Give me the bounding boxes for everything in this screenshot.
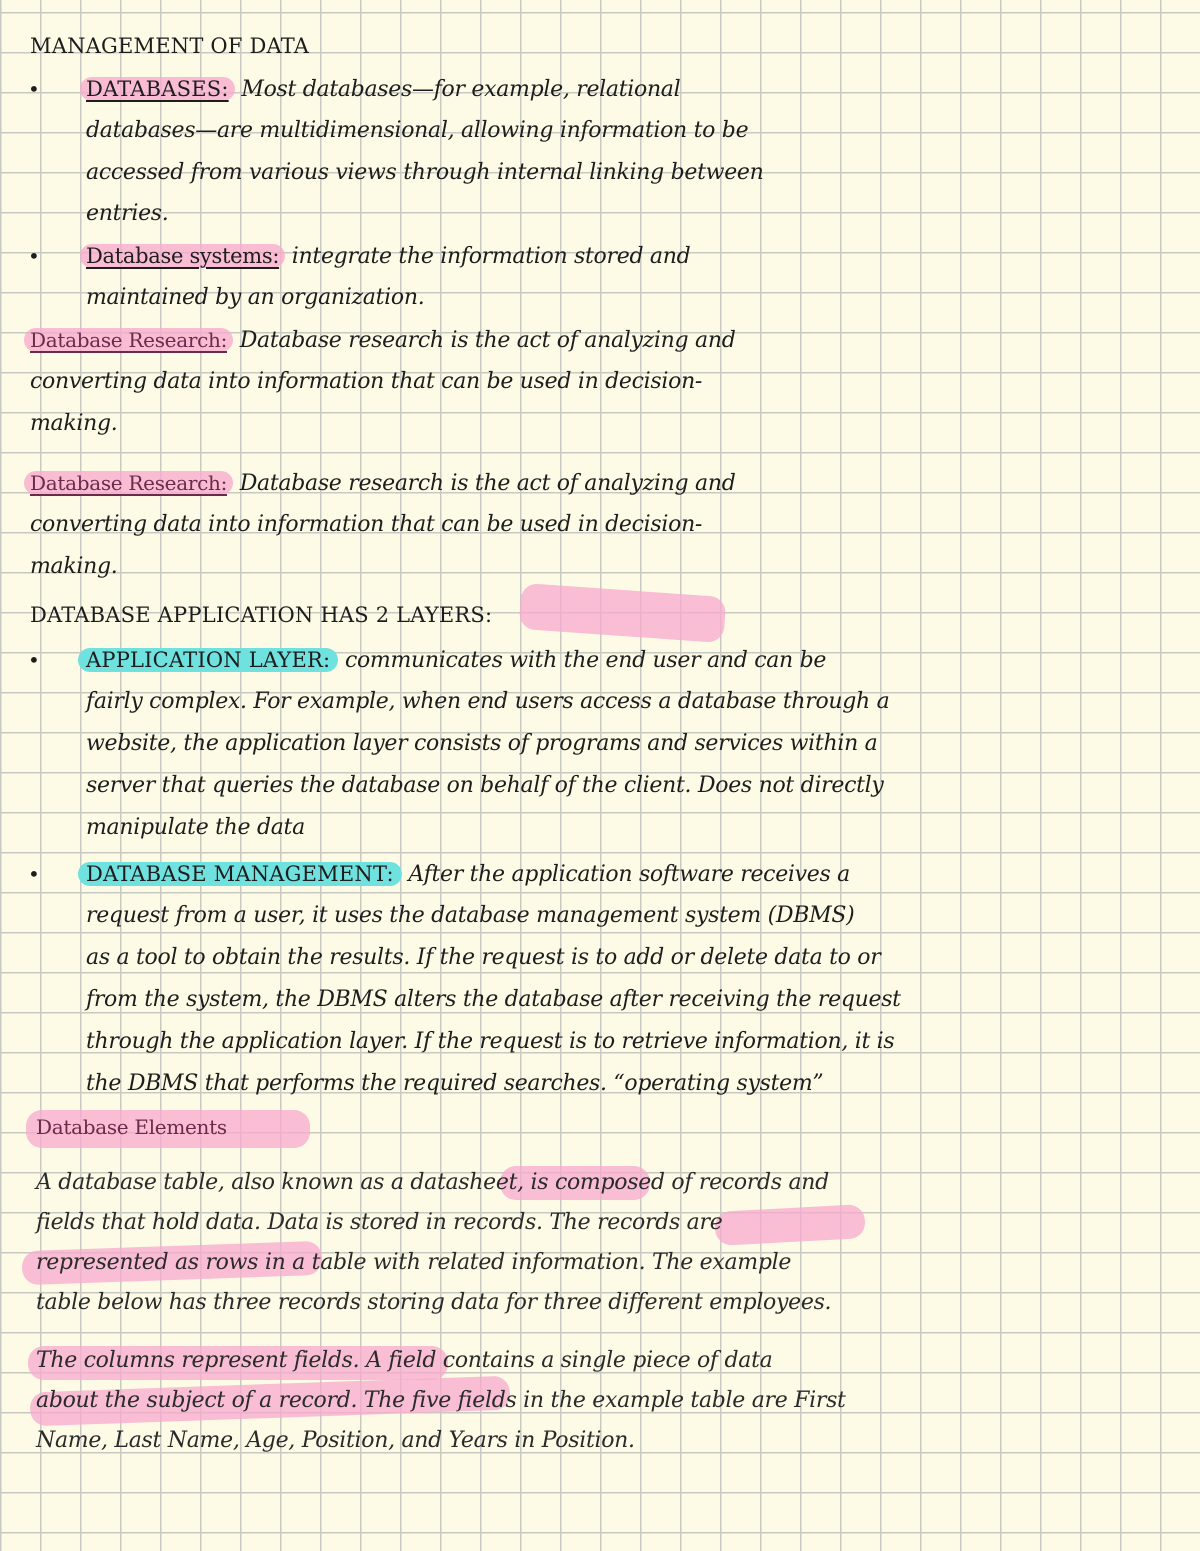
highlight-stroke-layers	[519, 583, 727, 643]
management-line-2: request from a user, it uses the database management system (DBMS)	[86, 903, 855, 928]
elements-para-1-line-3: represented as rows in a table with related information. The example	[36, 1250, 792, 1275]
research-1-line-1	[30, 325, 736, 356]
elements-heading: Database Elements	[36, 1115, 227, 1139]
research-1-text: Database research is the act of analyzing and	[233, 328, 736, 353]
databases-text: Most databases—for example, relational	[234, 77, 681, 102]
application-line-3: website, the application layer consists of programs and services within a	[86, 731, 878, 756]
term-database-management: DATABASE MANAGEMENT:	[78, 862, 402, 886]
term-databases: DATABASES:	[80, 77, 235, 101]
research-2-text: Database research is the act of analyzing and	[233, 471, 736, 496]
application-line-1	[86, 645, 826, 676]
term-application-layer: APPLICATION LAYER:	[78, 648, 338, 672]
term-research-1: Database Research:	[24, 328, 233, 352]
elements-para-2-line-3: Name, Last Name, Age, Position, and Years in Position.	[36, 1428, 635, 1453]
research-2-line-1	[30, 468, 736, 499]
application-text: communicates with the end user and can be	[338, 648, 827, 673]
management-line-1	[86, 859, 850, 890]
elements-para-1-line-4: table below has three records storing data for three different employees.	[36, 1290, 832, 1315]
management-line-3: as a tool to obtain the results. If the request is to add or delete data to or	[86, 945, 881, 970]
research-1-line-2: converting data into information that can be used in decision-	[30, 369, 703, 394]
page-title: MANAGEMENT OF DATA	[30, 34, 310, 58]
research-2-line-2: converting data into information that can be used in decision-	[30, 512, 703, 537]
databases-line-4: entries.	[86, 201, 169, 226]
research-2-line-3: making.	[30, 554, 118, 579]
management-line-4: from the system, the DBMS alters the database after receiving the request	[86, 987, 901, 1012]
management-text: After the application software receives a	[401, 862, 850, 887]
elements-para-1-line-1: A database table, also known as a datasheet, is composed of records and	[36, 1170, 829, 1195]
management-line-6: the DBMS that performs the required searches. “operating system”	[86, 1071, 824, 1096]
term-research-2: Database Research:	[24, 471, 233, 495]
databases-line-1	[86, 74, 680, 105]
databases-line-2: databases—are multidimensional, allowing information to be	[86, 118, 749, 143]
bullet-glyph: •	[28, 244, 40, 268]
bullet-glyph: •	[28, 862, 40, 886]
database-systems-text: integrate the information stored and	[285, 244, 691, 269]
management-line-5: through the application layer. If the request is to retrieve information, it is	[86, 1029, 895, 1054]
elements-para-2-line-2: about the subject of a record. The five fields in the example table are First	[36, 1388, 846, 1413]
elements-para-1-line-2: fields that hold data. Data is stored in records. The records are	[36, 1210, 723, 1235]
bullet-glyph: •	[28, 648, 40, 672]
elements-para-2-line-1: The columns represent fields. A field contains a single piece of data	[36, 1348, 773, 1373]
term-database-systems: Database systems:	[80, 244, 285, 268]
database-systems-line-2: maintained by an organization.	[86, 285, 425, 310]
application-line-5: manipulate the data	[86, 815, 305, 840]
research-1-line-3: making.	[30, 411, 118, 436]
database-systems-line-1	[86, 241, 690, 272]
bullet-glyph: •	[28, 77, 40, 101]
application-line-2: fairly complex. For example, when end users access a database through a	[86, 689, 890, 714]
application-line-4: server that queries the database on behalf of the client. Does not directly	[86, 773, 884, 798]
highlight-stroke-records-are	[714, 1204, 866, 1246]
databases-line-3: accessed from various views through internal linking between	[86, 160, 764, 185]
layers-heading: DATABASE APPLICATION HAS 2 LAYERS:	[30, 603, 493, 627]
